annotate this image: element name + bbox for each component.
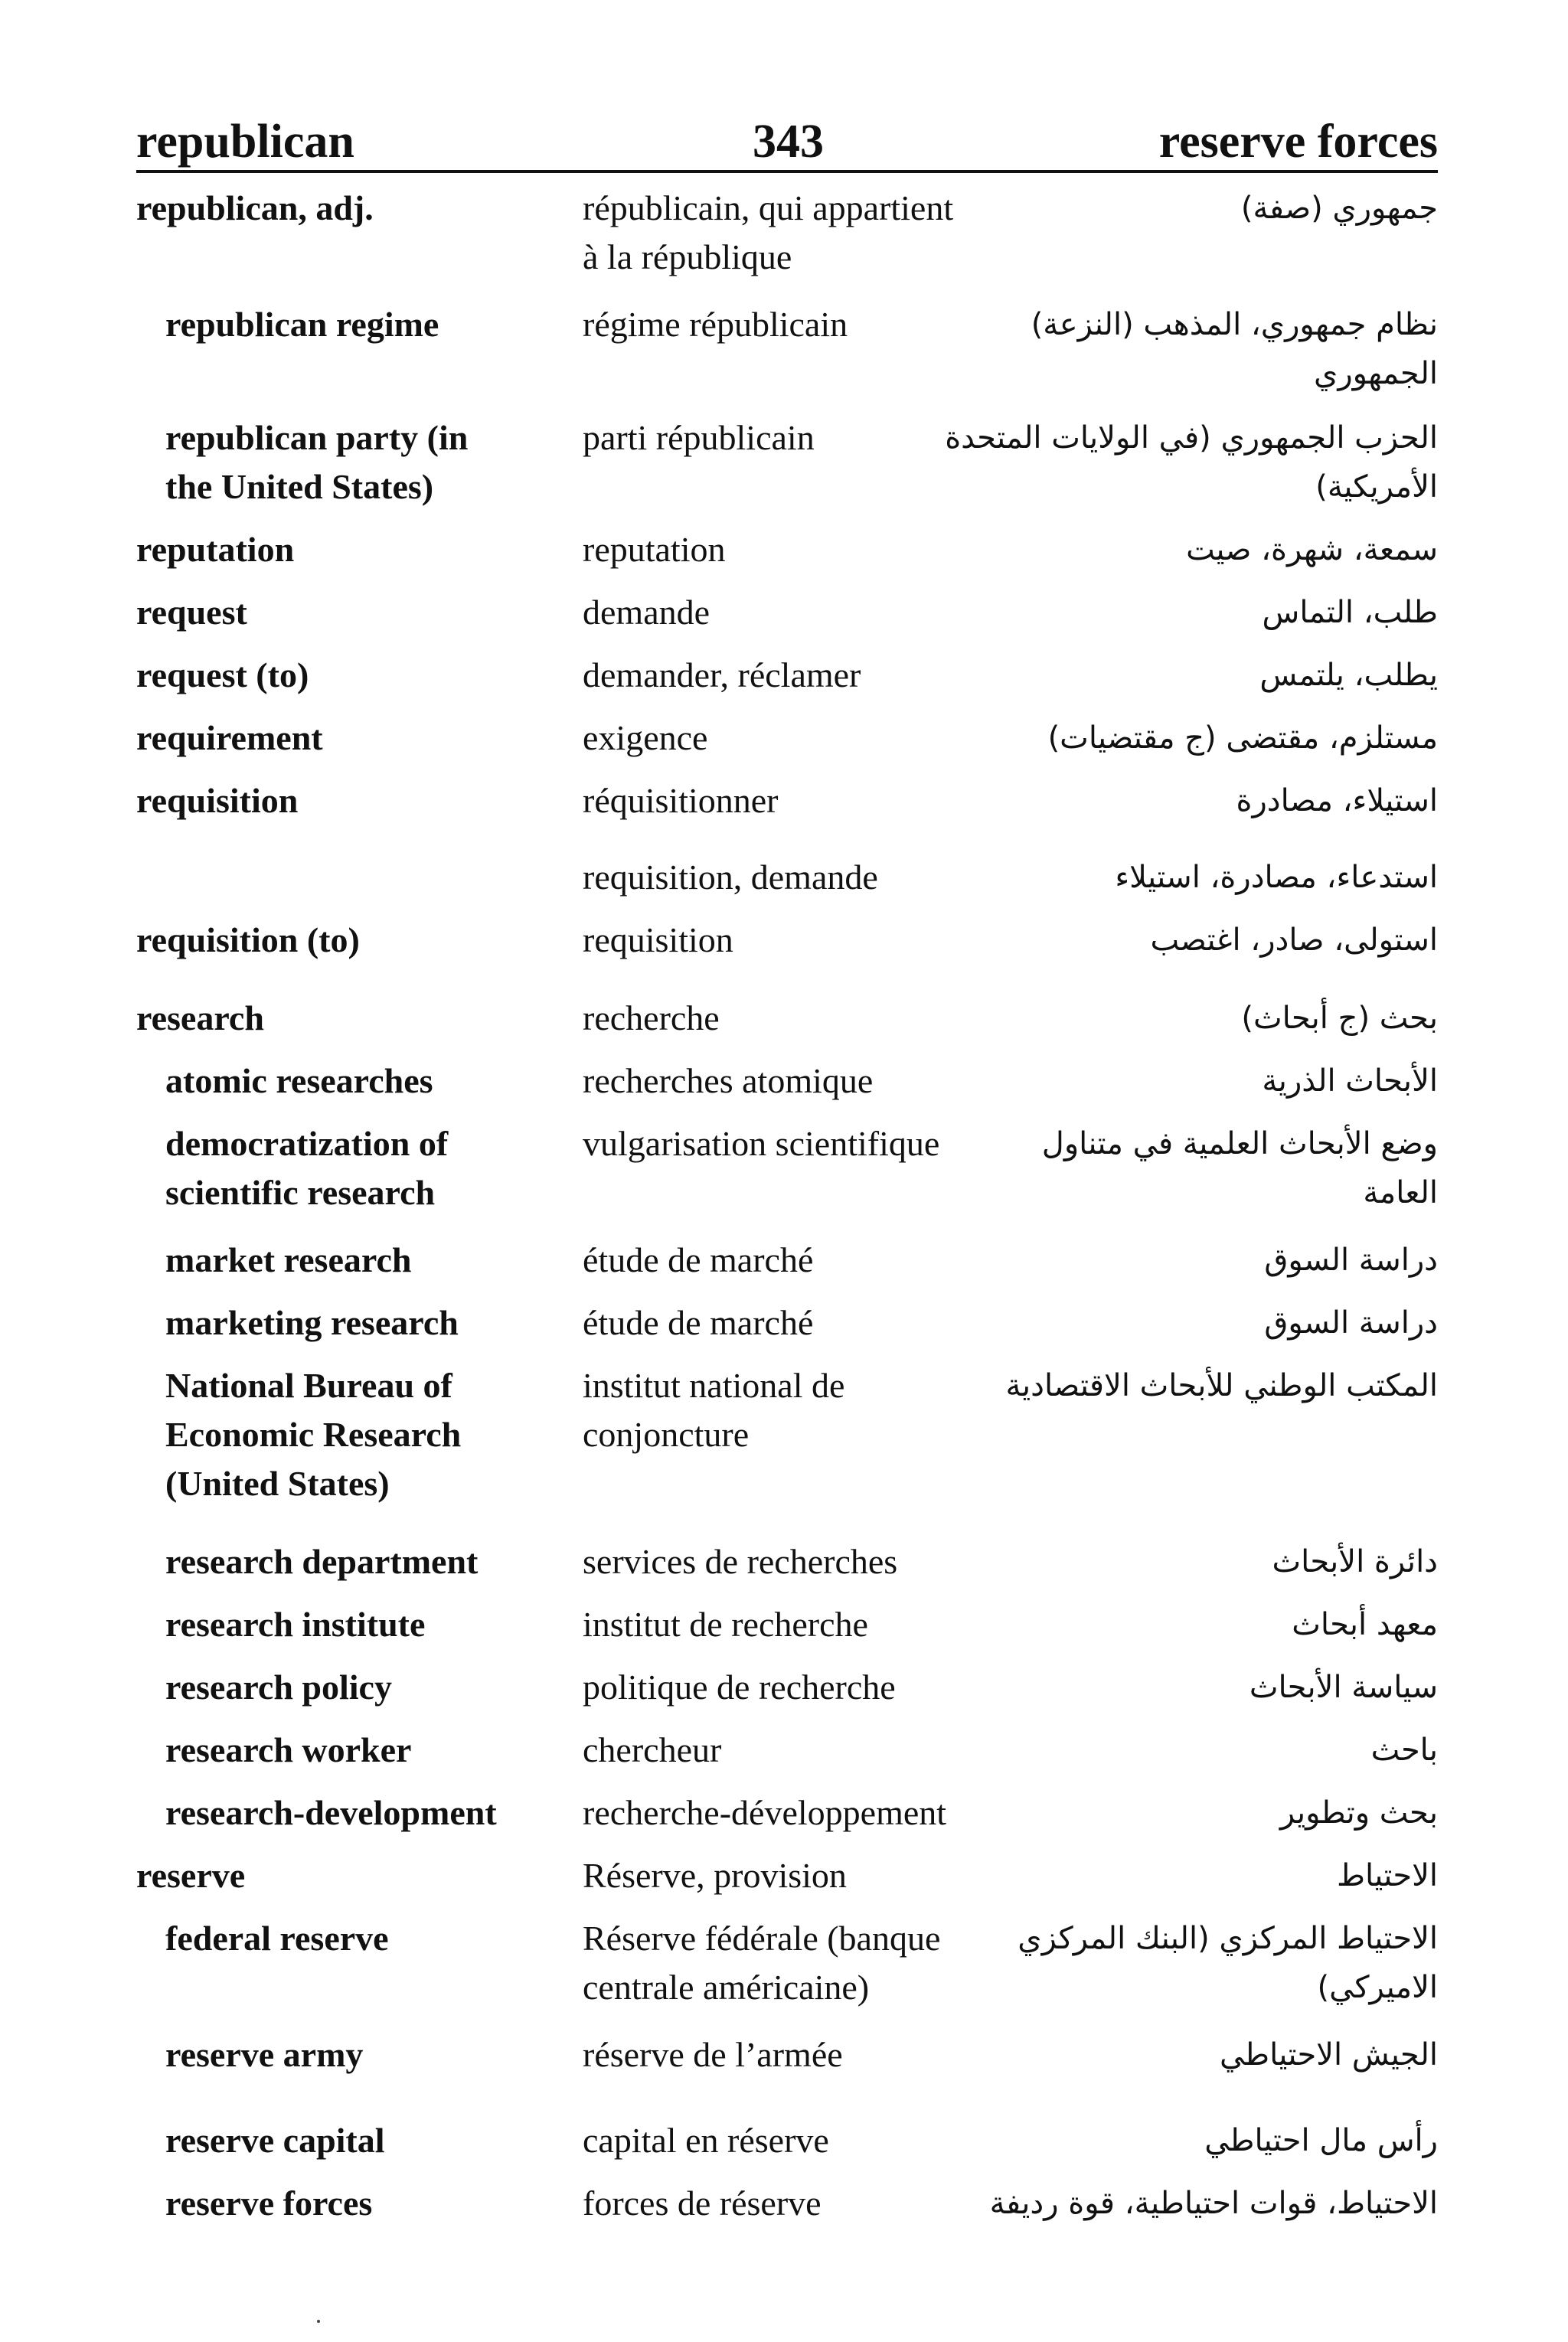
english-term bbox=[165, 1914, 571, 1963]
french-translation-line: vulgarisation scientifique bbox=[583, 1124, 940, 1163]
arabic-translation-line: دراسة السوق bbox=[1264, 1305, 1438, 1341]
english-term-line: atomic researches bbox=[165, 1061, 433, 1100]
english-term bbox=[165, 1361, 571, 1508]
french-translation bbox=[583, 184, 1057, 282]
french-translation-line: Réserve, provision bbox=[583, 1856, 847, 1895]
english-term bbox=[136, 776, 565, 825]
english-term bbox=[136, 1851, 565, 1900]
english-term-line: republican regime bbox=[165, 305, 439, 344]
english-term bbox=[165, 1236, 571, 1285]
english-term-line: republican party (in bbox=[165, 418, 469, 457]
french-translation-line: reputation bbox=[583, 530, 726, 569]
french-translation-line: chercheur bbox=[583, 1730, 722, 1769]
arabic-translation bbox=[1040, 916, 1438, 965]
arabic-translation bbox=[1040, 1119, 1438, 1217]
french-translation bbox=[583, 2116, 1057, 2165]
english-term-line: research bbox=[136, 998, 264, 1037]
english-term bbox=[136, 714, 565, 763]
header-right-guide-word: reserve forces bbox=[1158, 116, 1438, 168]
french-translation bbox=[583, 525, 1057, 574]
french-translation-line: demande bbox=[583, 593, 710, 632]
arabic-translation-line: مستلزم، مقتضى (ج مقتضيات) bbox=[1047, 720, 1438, 756]
arabic-translation-line: العامة bbox=[1363, 1175, 1438, 1210]
french-translation bbox=[583, 1788, 1057, 1837]
english-term-line: federal reserve bbox=[165, 1919, 389, 1958]
arabic-translation bbox=[1040, 776, 1438, 825]
french-translation-line: services de recherches bbox=[583, 1542, 898, 1581]
english-term-line: scientific research bbox=[165, 1173, 436, 1212]
english-term bbox=[165, 2030, 571, 2079]
french-translation bbox=[583, 1726, 1057, 1775]
page-number: 343 bbox=[753, 116, 824, 168]
english-term-line: (United States) bbox=[165, 1464, 390, 1503]
arabic-translation-line: دائرة الأبحاث bbox=[1272, 1544, 1438, 1579]
english-term bbox=[165, 1600, 571, 1649]
french-translation-line: institut de recherche bbox=[583, 1605, 868, 1644]
english-term-line: reserve capital bbox=[165, 2121, 385, 2160]
arabic-translation bbox=[1005, 1361, 1438, 1410]
arabic-translation bbox=[1040, 184, 1438, 233]
arabic-translation-line: الاميركي) bbox=[1317, 1970, 1438, 2005]
french-translation-line: centrale américaine) bbox=[583, 1968, 870, 2007]
english-term-line: National Bureau of bbox=[165, 1366, 452, 1405]
english-term-line: democratization of bbox=[165, 1124, 449, 1163]
arabic-translation-line: بحث (ج أبحاث) bbox=[1241, 1001, 1438, 1036]
arabic-translation-line: الجيش الاحتياطي bbox=[1219, 2037, 1438, 2073]
french-translation-line: réquisitionner bbox=[583, 781, 779, 820]
french-translation-line: exigence bbox=[583, 718, 708, 757]
arabic-translation bbox=[1040, 1537, 1438, 1586]
arabic-translation-line: معهد أبحاث bbox=[1292, 1607, 1438, 1642]
english-term-line: research worker bbox=[165, 1730, 412, 1769]
arabic-translation-line: سمعة، شهرة، صيت bbox=[1186, 532, 1438, 567]
french-translation-line: étude de marché bbox=[583, 1303, 814, 1342]
french-translation-line: requisition bbox=[583, 920, 733, 959]
arabic-translation bbox=[1040, 714, 1438, 763]
arabic-translation bbox=[1040, 1057, 1438, 1106]
english-term-line: requisition bbox=[136, 781, 299, 820]
english-term-line: reserve forces bbox=[165, 2184, 373, 2223]
arabic-translation bbox=[1040, 1600, 1438, 1649]
french-translation-line: à la république bbox=[583, 237, 792, 276]
arabic-translation-line: الأمريكية) bbox=[1315, 469, 1438, 505]
french-translation-line: recherche bbox=[583, 998, 720, 1037]
arabic-translation bbox=[1040, 1851, 1438, 1900]
header-rule bbox=[136, 170, 1438, 173]
arabic-translation-line: استولى، صادر، اغتصب bbox=[1150, 923, 1438, 958]
french-translation bbox=[583, 1119, 1057, 1168]
arabic-translation bbox=[945, 413, 1438, 511]
arabic-translation bbox=[1040, 651, 1438, 700]
arabic-translation-line: دراسة السوق bbox=[1264, 1243, 1438, 1278]
english-term-line: research-development bbox=[165, 1793, 497, 1832]
arabic-translation bbox=[1040, 1298, 1438, 1347]
english-term bbox=[165, 2116, 571, 2165]
english-term bbox=[136, 184, 565, 233]
arabic-translation bbox=[1031, 300, 1438, 398]
arabic-translation-line: وضع الأبحاث العلمية في متناول bbox=[1041, 1126, 1438, 1161]
french-translation bbox=[583, 1600, 1057, 1649]
english-term-line: marketing research bbox=[165, 1303, 459, 1342]
english-term bbox=[136, 651, 565, 700]
french-translation bbox=[583, 1236, 1057, 1285]
french-translation-line: régime républicain bbox=[583, 305, 848, 344]
french-translation-line: politique de recherche bbox=[583, 1667, 896, 1707]
french-translation-line: institut national de bbox=[583, 1366, 845, 1405]
french-translation-line: étude de marché bbox=[583, 1240, 814, 1279]
french-translation-line: demander, réclamer bbox=[583, 655, 861, 694]
french-translation bbox=[583, 776, 1057, 825]
english-term-line: reserve army bbox=[165, 2035, 364, 2074]
english-term-line: request bbox=[136, 593, 247, 632]
english-term-line: republican, adj. bbox=[136, 188, 374, 227]
french-translation bbox=[583, 916, 1057, 965]
english-term-line: request (to) bbox=[136, 655, 309, 694]
arabic-translation-line: يطلب، يلتمس bbox=[1259, 658, 1438, 693]
english-term-line: requisition (to) bbox=[136, 920, 360, 959]
arabic-translation-line: سياسة الأبحاث bbox=[1249, 1670, 1438, 1705]
arabic-translation-line: رأس مال احتياطي bbox=[1204, 2123, 1438, 2158]
arabic-translation-line: الأبحاث الذرية bbox=[1262, 1063, 1438, 1099]
french-translation bbox=[583, 1361, 1057, 1459]
english-term bbox=[165, 1788, 571, 1837]
french-translation bbox=[583, 2179, 1057, 2228]
page-header bbox=[136, 115, 1438, 171]
english-term-line: research institute bbox=[165, 1605, 426, 1644]
arabic-translation-line: استيلاء، مصادرة bbox=[1236, 783, 1438, 818]
french-translation-line: parti républicain bbox=[583, 418, 815, 457]
arabic-translation bbox=[1040, 588, 1438, 637]
english-term bbox=[165, 1663, 571, 1712]
arabic-translation bbox=[1018, 1914, 1438, 2012]
header-left-guide-word: republican bbox=[136, 116, 354, 168]
arabic-translation-line: استدعاء، مصادرة، استيلاء bbox=[1115, 860, 1438, 895]
english-term bbox=[165, 1537, 571, 1586]
french-translation bbox=[583, 1537, 1057, 1586]
arabic-translation bbox=[1040, 853, 1438, 902]
english-term-line: requirement bbox=[136, 718, 323, 757]
french-translation bbox=[583, 994, 1057, 1043]
english-term bbox=[165, 1057, 571, 1106]
english-term-line: research policy bbox=[165, 1667, 392, 1707]
french-translation-line: républicain, qui appartient bbox=[583, 188, 954, 227]
french-translation-line: réserve de l’armée bbox=[583, 2035, 843, 2074]
french-translation bbox=[583, 300, 1057, 349]
french-translation bbox=[583, 588, 1057, 637]
french-translation-line: recherches atomique bbox=[583, 1061, 874, 1100]
arabic-translation-line: بحث وتطوير bbox=[1279, 1795, 1438, 1831]
arabic-translation bbox=[1040, 1663, 1438, 1712]
french-translation bbox=[583, 853, 1057, 902]
french-translation-line: recherche-développement bbox=[583, 1793, 947, 1832]
arabic-translation bbox=[1040, 2116, 1438, 2165]
french-translation bbox=[583, 1914, 1057, 2012]
english-term bbox=[165, 2179, 571, 2228]
arabic-translation bbox=[1040, 525, 1438, 574]
french-translation bbox=[583, 1298, 1057, 1347]
arabic-translation-line: باحث bbox=[1370, 1733, 1438, 1768]
english-term-line: market research bbox=[165, 1240, 412, 1279]
french-translation bbox=[583, 1663, 1057, 1712]
arabic-translation bbox=[1040, 1726, 1438, 1775]
french-translation-line: Réserve fédérale (banque bbox=[583, 1919, 941, 1958]
arabic-translation-line: الجمهوري bbox=[1314, 356, 1438, 391]
english-term-line: research department bbox=[165, 1542, 479, 1581]
english-term bbox=[136, 916, 565, 965]
arabic-translation-line: الاحتياط، قوات احتياطية، قوة رديفة bbox=[989, 2186, 1438, 2221]
french-translation-line: capital en réserve bbox=[583, 2121, 829, 2160]
french-translation-line: forces de réserve bbox=[583, 2184, 822, 2223]
arabic-translation bbox=[1040, 2030, 1438, 2079]
english-term bbox=[136, 525, 565, 574]
french-translation-line: requisition, demande bbox=[583, 857, 878, 897]
stray-mark bbox=[317, 2320, 320, 2323]
arabic-translation-line: جمهوري (صفة) bbox=[1240, 191, 1438, 226]
english-term bbox=[136, 588, 565, 637]
french-translation bbox=[583, 714, 1057, 763]
arabic-translation-line: نظام جمهوري، المذهب (النزعة) bbox=[1031, 307, 1438, 342]
arabic-translation bbox=[989, 2179, 1438, 2228]
french-translation bbox=[583, 1851, 1057, 1900]
english-term bbox=[136, 994, 565, 1043]
french-translation bbox=[583, 651, 1057, 700]
english-term bbox=[165, 413, 571, 511]
arabic-translation bbox=[1040, 994, 1438, 1043]
arabic-translation-line: الاحتياط المركزي (البنك المركزي bbox=[1018, 1921, 1438, 1956]
english-term-line: reserve bbox=[136, 1856, 246, 1895]
arabic-translation-line: المكتب الوطني للأبحاث الاقتصادية bbox=[1005, 1368, 1438, 1403]
english-term-line: the United States) bbox=[165, 467, 434, 506]
english-term bbox=[165, 1726, 571, 1775]
english-term bbox=[165, 1298, 571, 1347]
arabic-translation bbox=[1040, 1788, 1438, 1837]
french-translation-line: conjoncture bbox=[583, 1415, 750, 1454]
english-term bbox=[165, 300, 571, 349]
arabic-translation-line: الحزب الجمهوري (في الولايات المتحدة bbox=[945, 420, 1438, 456]
arabic-translation bbox=[1040, 1236, 1438, 1285]
english-term-line: Economic Research bbox=[165, 1415, 462, 1454]
french-translation bbox=[583, 2030, 1057, 2079]
english-term-line: reputation bbox=[136, 530, 295, 569]
french-translation bbox=[583, 1057, 1057, 1106]
english-term bbox=[165, 1119, 571, 1217]
arabic-translation-line: الاحتياط bbox=[1337, 1858, 1438, 1893]
arabic-translation-line: طلب، التماس bbox=[1262, 595, 1438, 630]
